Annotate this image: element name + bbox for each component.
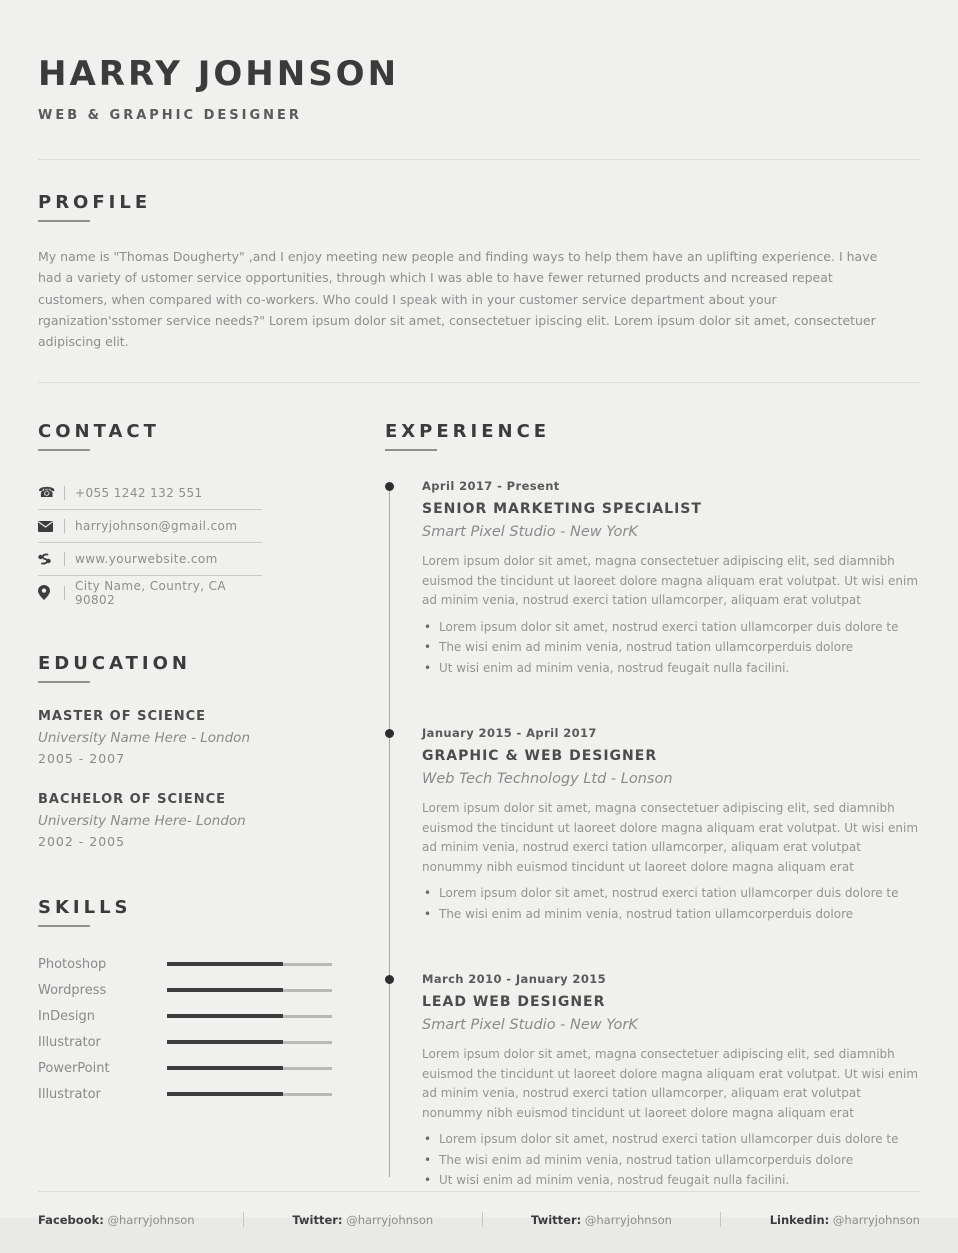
skill-row: [38, 951, 332, 977]
footer-twitter-2[interactable]: [531, 1213, 672, 1227]
profile-heading: PROFILE: [38, 192, 152, 213]
bullet-item: • Ut wisi enim ad minim venia, nostrud feugait nulla facilini.: [422, 658, 920, 679]
skill-row: [38, 1081, 332, 1107]
website-icon: [38, 552, 58, 566]
skills-heading: SKILLS: [38, 897, 132, 919]
skill-row: [38, 977, 332, 1003]
skill-row: [38, 1003, 332, 1029]
contact-separator: [64, 486, 65, 500]
footer-facebook-handle: @harryjohnson: [107, 1212, 195, 1227]
contact-heading-underline: [38, 449, 90, 451]
profile-heading-underline: [38, 220, 90, 222]
experience-heading-underline: [385, 449, 437, 451]
timeline-dot: [385, 729, 394, 738]
profile-section: [38, 192, 920, 352]
skill-name: Illustrator: [38, 1086, 101, 1102]
degree-years: 2002 - 2005: [38, 834, 126, 850]
skill-bar-fill: [167, 1092, 283, 1096]
footer-linkedin[interactable]: [770, 1213, 920, 1227]
job-bullet-list: [422, 1129, 920, 1191]
footer-facebook[interactable]: [38, 1213, 195, 1227]
footer-twitter-1-handle: @harryjohnson: [346, 1212, 434, 1227]
experience-timeline: [385, 479, 920, 1191]
job-title: GRAPHIC & WEB DESIGNER: [422, 748, 658, 765]
profile-text: My name is "Thomas Dougherty" ,and I enjoy meeting new people and finding ways to help them have an uplifting experience. I have had a variety of ustomer service opportunities, through which I was able to have fewer returned products and ncreased repeat customers, when compared with co-workers. Who could I speak with in your customer service department about your rganization'sstomer service needs?" Lorem ipsum dolor sit amet, consectetuer ipiscing elit. Lorem ipsum dolor sit amet, consectetuer adipiscing elit.: [38, 249, 878, 349]
experience-heading: EXPERIENCE: [385, 421, 551, 443]
job-dates: March 2010 - January 2015: [422, 972, 607, 987]
phone-value: +055 1242 132 551: [75, 486, 203, 501]
job-dates: April 2017 - Present: [422, 479, 560, 494]
job-description: Lorem ipsum dolor sit amet, magna consectetuer adipiscing elit, sed diamnibh euismod the tincidunt ut laoreet dolore magna aliquam erat volutpat. Ut wisi enim ad minim venia, nostrud exerci tation ullamcorper, aliquam erat volutpat nonummy nibh euismod tincidunt ut laoreet dolore magna aliquam erat: [422, 1047, 919, 1120]
footer-twitter-1[interactable]: [292, 1213, 433, 1227]
footer-social-row: [38, 1192, 920, 1253]
footer: [38, 1191, 920, 1253]
skill-bar-fill: [167, 988, 283, 992]
bullet-item: • The wisi enim ad minim venia, nostrud tation ullamcorperduis dolore: [422, 904, 920, 925]
skill-name: Wordpress: [38, 982, 107, 998]
education-heading: EDUCATION: [38, 653, 191, 675]
experience-entry: [422, 726, 920, 924]
skill-bar-fill: [167, 962, 283, 966]
website-value[interactable]: www.yourwebsite.com: [75, 552, 218, 567]
footer-separator: [482, 1212, 483, 1227]
bullet-item: • Lorem ipsum dolor sit amet, nostrud exerci tation ullamcorper duis dolore te: [422, 1129, 920, 1150]
skill-name: Photoshop: [38, 956, 107, 972]
skill-row: [38, 1055, 332, 1081]
bullet-item: • Ut wisi enim ad minim venia, nostrud feugait nulla facilini.: [422, 1170, 920, 1191]
contact-row-location: [38, 576, 262, 609]
degree-years: 2005 - 2007: [38, 751, 126, 767]
skill-bar-fill: [167, 1014, 283, 1018]
email-icon: [38, 521, 58, 532]
footer-separator: [720, 1212, 721, 1227]
header: [38, 54, 920, 123]
contact-row-website: [38, 543, 262, 576]
job-bullet-list: [422, 617, 920, 679]
skill-bar: [167, 1015, 332, 1018]
location-icon: [38, 585, 58, 600]
contact-row-email: [38, 510, 262, 543]
skill-bar-fill: [167, 1066, 283, 1070]
footer-linkedin-handle: @harryjohnson: [832, 1212, 920, 1227]
left-column: [38, 421, 332, 1191]
job-description: Lorem ipsum dolor sit amet, magna consectetuer adipiscing elit, sed diamnibh euismod the tincidunt ut laoreet dolore magna aliquam erat volutpat. Ut wisi enim ad minim venia, nostrud exerci tation ullamcorper, aliquam erat volutpat: [422, 554, 919, 608]
job-dates: January 2015 - April 2017: [422, 726, 597, 741]
email-value[interactable]: harryjohnson@gmail.com: [75, 519, 238, 534]
skills-heading-underline: [38, 925, 90, 927]
timeline-dot: [385, 975, 394, 984]
education-heading-underline: [38, 681, 90, 683]
person-role: WEB & GRAPHIC DESIGNER: [38, 108, 302, 123]
footer-separator: [243, 1212, 244, 1227]
skill-bar: [167, 1041, 332, 1044]
skill-row: [38, 1029, 332, 1055]
bullet-item: • Lorem ipsum dolor sit amet, nostrud exerci tation ullamcorper duis dolore te: [422, 883, 920, 904]
education-item: [38, 709, 332, 766]
contact-section: [38, 421, 332, 609]
right-column: [385, 421, 920, 1191]
footer-linkedin-label: Linkedin:: [769, 1212, 830, 1227]
skills-section: [38, 897, 332, 1107]
contact-separator: [64, 552, 65, 566]
job-bullet-list: [422, 883, 920, 924]
skill-list: [38, 951, 332, 1107]
skill-name: PowerPoint: [38, 1060, 110, 1076]
experience-entry: [422, 972, 920, 1191]
job-company: Web Tech Technology Ltd - Lonson: [422, 771, 673, 788]
phone-icon: ☎: [38, 485, 56, 502]
footer-facebook-label: Facebook:: [38, 1212, 104, 1227]
contact-separator: [64, 586, 65, 600]
contact-list: [38, 477, 262, 609]
skill-bar: [167, 1093, 332, 1096]
school-name: University Name Here - London: [38, 730, 250, 747]
profile-divider: [38, 382, 920, 383]
degree-title: BACHELOR OF SCIENCE: [38, 792, 227, 808]
job-company: Smart Pixel Studio - New YorK: [422, 524, 638, 541]
person-name: HARRY JOHNSON: [38, 54, 400, 94]
contact-separator: [64, 519, 65, 533]
main-columns: [38, 421, 920, 1191]
timeline-line: [389, 489, 390, 1177]
skill-bar: [167, 963, 332, 966]
bullet-item: • Lorem ipsum dolor sit amet, nostrud exerci tation ullamcorper duis dolore te: [422, 617, 920, 638]
skill-bar-fill: [167, 1040, 283, 1044]
job-description: Lorem ipsum dolor sit amet, magna consectetuer adipiscing elit, sed diamnibh euismod the tincidunt ut laoreet dolore magna aliquam erat volutpat. Ut wisi enim ad minim venia, nostrud exerci tation ullamcorper, aliquam erat volutpat nonummy nibh euismod tincidunt ut laoreet dolore magna aliquam erat: [422, 801, 919, 874]
skill-name: InDesign: [38, 1008, 95, 1024]
location-value: City Name, Country, CA 90802: [74, 578, 227, 607]
footer-twitter-1-label: Twitter:: [292, 1212, 343, 1227]
job-company: Smart Pixel Studio - New YorK: [422, 1017, 638, 1034]
timeline-dot: [385, 482, 394, 491]
bullet-item: • The wisi enim ad minim venia, nostrud tation ullamcorperduis dolore: [422, 637, 920, 658]
skill-bar: [167, 1067, 332, 1070]
degree-title: MASTER OF SCIENCE: [38, 709, 207, 725]
footer-twitter-2-handle: @harryjohnson: [584, 1212, 672, 1227]
contact-heading: CONTACT: [38, 421, 160, 443]
footer-twitter-2-label: Twitter:: [531, 1212, 582, 1227]
education-section: [38, 653, 332, 849]
bullet-item: • The wisi enim ad minim venia, nostrud tation ullamcorperduis dolore: [422, 1150, 920, 1171]
contact-row-phone: [38, 477, 262, 510]
experience-entry: [422, 479, 920, 678]
job-title: LEAD WEB DESIGNER: [422, 994, 606, 1011]
job-title: SENIOR MARKETING SPECIALIST: [422, 501, 702, 518]
skill-bar: [167, 989, 332, 992]
education-item: [38, 792, 332, 849]
skill-name: Illustrator: [38, 1034, 101, 1050]
school-name: University Name Here- London: [38, 813, 246, 830]
header-divider: [38, 159, 920, 160]
